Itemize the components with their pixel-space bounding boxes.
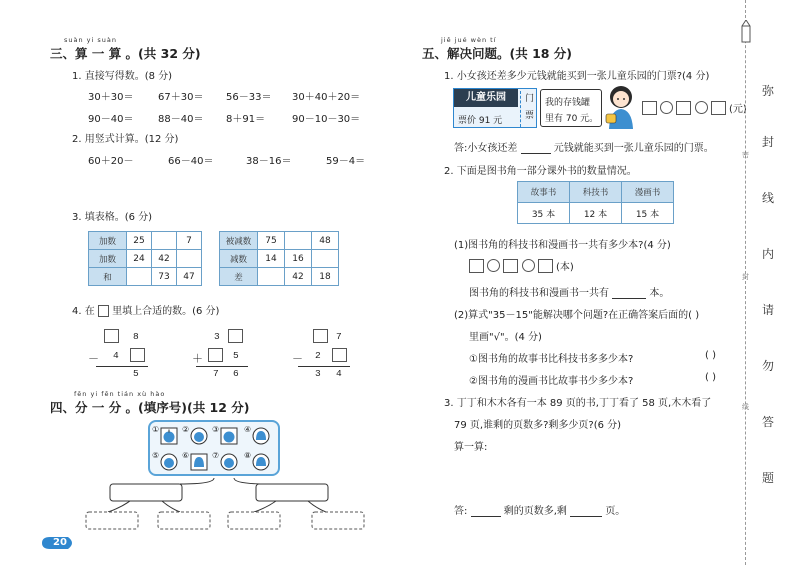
book-value-science: 12 本: [570, 203, 622, 224]
p2-equation-boxes: [469, 258, 574, 273]
seal-small-2: 封: [742, 273, 749, 281]
p2-s1-ans-post: 本。: [649, 288, 670, 299]
q4c-mid: 2: [315, 350, 321, 361]
p1-answer-post: 元钱就能买到一张儿童乐园的门票。: [553, 143, 714, 154]
p1-answer-blank[interactable]: [521, 142, 551, 154]
q4-label-post: 里填上合适的数。(6 分): [112, 306, 220, 317]
cell: 73: [152, 268, 177, 286]
cell: 加数: [89, 250, 127, 268]
q1-eq-3: 56－33＝: [226, 92, 272, 103]
q4a-op: －: [88, 354, 99, 366]
side-char-2: 封: [762, 135, 775, 149]
q4a-box-2[interactable]: [130, 348, 145, 362]
p2-sub2-a: (2)算式"35－15"能解决哪个问题?在正确答案后面的( ): [454, 310, 700, 321]
item-5: [152, 451, 180, 473]
q1-eq-7: 8＋91＝: [226, 114, 266, 125]
cell[interactable]: [258, 268, 285, 286]
p3-calc-label: 算一算:: [454, 442, 488, 453]
q4b-r2: 6: [233, 368, 239, 379]
girl-illustration-icon: [602, 84, 640, 130]
q1-eq-5: 90－40＝: [88, 114, 134, 125]
page-number-badge: [40, 536, 78, 550]
side-char-3: 线: [762, 191, 775, 205]
p2-question: 2. 下面是图书角一部分课外书的数量情况。: [444, 166, 637, 177]
cell: 差: [220, 268, 258, 286]
section4-title: 四、分 一 分 。(填序号)(共 12 分): [50, 400, 250, 415]
q4b-mid: 5: [233, 350, 239, 361]
q3-table-sub: [219, 231, 339, 286]
p3-ans-pre: 答:: [454, 506, 468, 517]
cell: 47: [177, 268, 202, 286]
q4a-top: 8: [133, 331, 139, 342]
p2-option-1-check[interactable]: ( ): [705, 350, 716, 361]
cell[interactable]: [177, 250, 202, 268]
q1-eq-8: 90－10－30＝: [292, 114, 361, 125]
item-num: ⑤: [152, 451, 160, 460]
classify-tree: [80, 476, 370, 536]
q4c-box-1[interactable]: [313, 329, 328, 343]
item-num: ②: [182, 425, 190, 434]
q4b-op: ＋: [192, 354, 203, 366]
cell: 24: [127, 250, 152, 268]
q1-eq-6: 88－40＝: [158, 114, 204, 125]
book-header-science: 科技书: [570, 182, 622, 203]
q4c-box-2[interactable]: [332, 348, 347, 362]
book-value-story: 35 本: [518, 203, 570, 224]
book-header-story: 故事书: [518, 182, 570, 203]
bell-icon: [252, 453, 270, 471]
item-num: ③: [212, 425, 220, 434]
q2-item-2: 66－40＝: [168, 156, 214, 167]
p1-box-2[interactable]: [676, 101, 691, 115]
cell[interactable]: [152, 232, 177, 250]
q3-label: 3. 填表格。(6 分): [72, 212, 153, 223]
ticket-price: 票价 91 元: [458, 116, 503, 126]
p3-ans-post: 页。: [605, 506, 626, 517]
cell: 减数: [220, 250, 258, 268]
apple-icon: [220, 453, 238, 471]
q4c-op: －: [292, 354, 303, 366]
q2-item-1: 60＋20－: [88, 156, 134, 167]
s3-pinyin: suàn yi suàn: [64, 36, 118, 44]
item-8: [244, 451, 272, 473]
apple-icon: [190, 427, 208, 445]
p2-sub1: (1)图书角的科技书和漫画书一共有多少本?(4 分): [454, 240, 671, 251]
bell-icon: [252, 427, 270, 445]
p3-blank-2[interactable]: [570, 505, 602, 517]
page-number: 20: [53, 537, 67, 548]
cell: 16: [285, 250, 312, 268]
s5-pinyin: jiě jué wèn tí: [441, 36, 497, 44]
q4a-line: [96, 366, 148, 367]
cell: 42: [285, 268, 312, 286]
speech-bubble: [540, 89, 602, 127]
cell: 14: [258, 250, 285, 268]
p1-circle-op[interactable]: [660, 101, 673, 114]
cell: 和: [89, 268, 127, 286]
p1-box-1[interactable]: [642, 101, 657, 115]
bubble-line-1: 我的存钱罐: [545, 98, 591, 108]
q4-label-box: [98, 305, 109, 317]
q4a-box-1[interactable]: [104, 329, 119, 343]
q1-eq-2: 67＋30＝: [158, 92, 204, 103]
p1-unit: (元): [728, 104, 747, 115]
ticket-title: 儿童乐园: [454, 89, 518, 107]
cell[interactable]: [285, 232, 312, 250]
item-6: [182, 451, 210, 473]
q4b-r1: 7: [213, 368, 219, 379]
item-2: [182, 425, 210, 447]
p1-equation-boxes: [642, 100, 747, 115]
book-header-comic: 漫画书: [622, 182, 674, 203]
ticket: [453, 88, 537, 128]
cell: 75: [258, 232, 285, 250]
p1-answer-pre: 答:小女孩还差: [454, 143, 518, 154]
side-char-4: 内: [762, 247, 775, 261]
cell: 7: [177, 232, 202, 250]
ticket-side: 门票: [520, 91, 536, 127]
q4c-line: [298, 366, 350, 367]
p2-unit: (本): [555, 262, 574, 273]
q1-eq-4: 30＋40＋20＝: [292, 92, 361, 103]
side-char-6: 勿: [762, 359, 775, 373]
cell: 18: [312, 268, 339, 286]
p2-s1-blank[interactable]: [612, 287, 646, 299]
q4a-result: 5: [133, 368, 139, 379]
q1-label: 1. 直接写得数。(8 分): [72, 71, 173, 82]
q2-item-3: 38－16＝: [246, 156, 292, 167]
p2-option-1: ①图书角的故事书比科技书多多少本?: [469, 354, 634, 365]
s4-pinyin: fēn yi fēn tián xù hào: [74, 390, 166, 398]
p2-box-3[interactable]: [538, 259, 553, 273]
cell: 被减数: [220, 232, 258, 250]
q4b-line: [196, 366, 248, 367]
p3-question-a: 3. 丁丁和木木各有一本 89 页的书,丁丁看了 58 页,木木看了: [444, 398, 712, 409]
p2-circle-op[interactable]: [487, 259, 500, 272]
q2-item-4: 59－4＝: [326, 156, 366, 167]
seal-line: [745, 0, 746, 565]
cell: 加数: [89, 232, 127, 250]
q4b-top: 3: [214, 331, 220, 342]
item-num: ①: [152, 425, 160, 434]
p2-option-2: ②图书角的漫画书比故事书少多少本?: [469, 376, 634, 387]
cell: 25: [127, 232, 152, 250]
book-value-comic: 15 本: [622, 203, 674, 224]
p1-circle-eq[interactable]: [695, 101, 708, 114]
side-char-1: 弥: [762, 84, 775, 98]
p1-question: 1. 小女孩还差多少元钱就能买到一张儿童乐园的门票?(4 分): [444, 71, 710, 82]
item-7: [212, 451, 240, 473]
p2-sub1-answer: [469, 284, 669, 299]
seal-small-3: 线: [742, 403, 749, 411]
item-num: ⑥: [182, 451, 190, 460]
q4c-top: 7: [336, 331, 342, 342]
item-3: [212, 425, 240, 447]
seal-small-1: 密: [742, 151, 749, 159]
apple-icon: [160, 427, 178, 445]
p3-blank-1[interactable]: [471, 505, 501, 517]
p2-circle-eq[interactable]: [522, 259, 535, 272]
bubble-line-2: 里有 70 元。: [545, 114, 599, 124]
item-num: ⑦: [212, 451, 220, 460]
p1-answer: [454, 139, 714, 154]
bell-icon: [190, 453, 208, 471]
cell[interactable]: [127, 268, 152, 286]
p3-question-b: 79 页,谁剩的页数多?剩多少页?(6 分): [454, 420, 622, 431]
p3-ans-mid: 剩的页数多,剩: [503, 506, 567, 517]
section5-title: 五、解决问题。(共 18 分): [422, 46, 573, 61]
p2-box-1[interactable]: [469, 259, 484, 273]
side-char-7: 答: [762, 415, 775, 429]
q4c-r2: 4: [336, 368, 342, 379]
p2-sub2-b: 里画"√"。(4 分): [469, 332, 542, 343]
p3-answer: [454, 502, 625, 517]
item-4: [244, 425, 272, 447]
side-char-8: 题: [762, 471, 775, 485]
book-table: [517, 181, 674, 224]
pencil-icon: [741, 20, 751, 44]
cell: 48: [312, 232, 339, 250]
q4-label-pre: 4. 在: [72, 306, 95, 317]
side-char-5: 请: [762, 303, 775, 317]
q4c-r1: 3: [315, 368, 321, 379]
classify-board: [148, 420, 280, 476]
q4b-box-1[interactable]: [228, 329, 243, 343]
section3-title: 三、算 一 算 。(共 32 分): [50, 46, 201, 61]
q3-table-add: [88, 231, 202, 286]
item-num: ⑧: [244, 451, 252, 460]
q4-label: [72, 302, 219, 317]
item-num: ④: [244, 425, 252, 434]
p2-s1-ans-pre: 图书角的科技书和漫画书一共有: [469, 288, 609, 299]
item-1: [152, 425, 180, 447]
cell: 42: [152, 250, 177, 268]
apple-icon: [160, 453, 178, 471]
q4a-mid: 4: [113, 350, 119, 361]
p2-option-2-check[interactable]: ( ): [705, 372, 716, 383]
q4b-box-2[interactable]: [208, 348, 223, 362]
p2-box-2[interactable]: [503, 259, 518, 273]
q2-label: 2. 用竖式计算。(12 分): [72, 134, 179, 145]
cell[interactable]: [312, 250, 339, 268]
p1-box-3[interactable]: [711, 101, 726, 115]
q1-eq-1: 30＋30＝: [88, 92, 134, 103]
apple-icon: [220, 427, 238, 445]
